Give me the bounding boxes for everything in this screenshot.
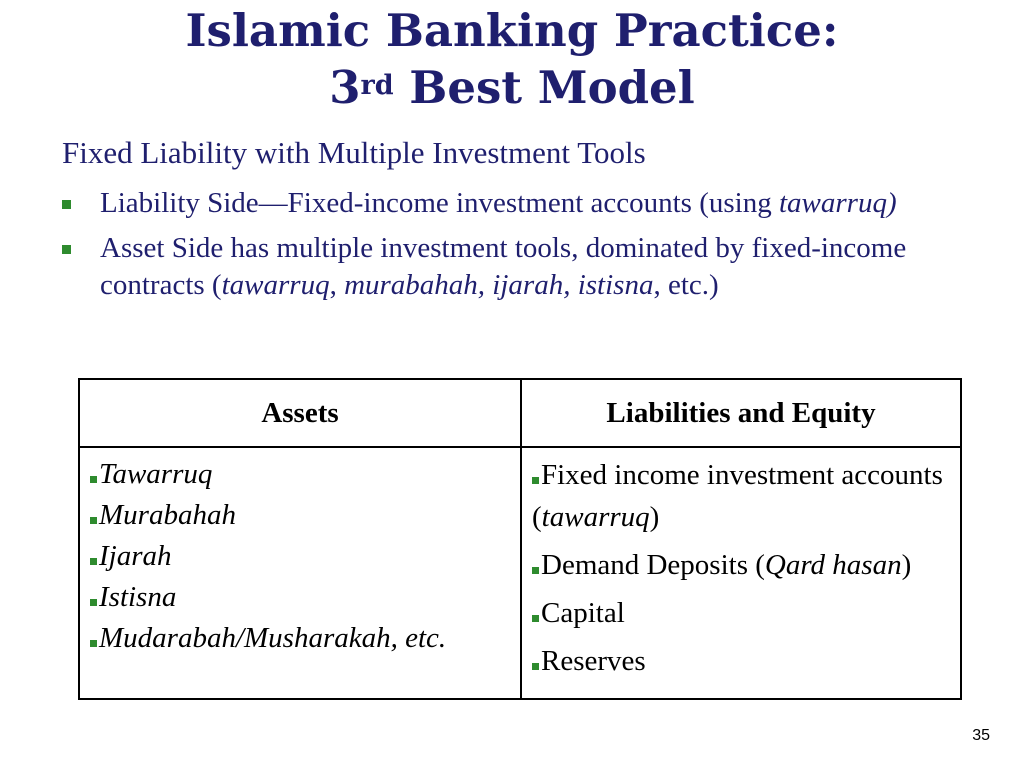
bullet-italic-text: tawarruq (221, 269, 330, 301)
square-bullet-icon (90, 517, 97, 524)
asset-item (90, 536, 512, 577)
bullet-item (62, 185, 962, 222)
liability-item (532, 640, 952, 682)
table-header-row (79, 379, 961, 447)
liability-item (532, 454, 952, 538)
bullet-text: Asset Side has multiple investment tools, dominated by fixed-income contracts ( (100, 232, 907, 301)
assets-header: Assets (79, 379, 521, 447)
liability-text-after: ) (649, 501, 660, 533)
square-bullet-icon (90, 599, 97, 606)
square-bullet-icon (62, 245, 71, 254)
asset-label: Ijarah (99, 540, 172, 572)
title-line-1: Islamic Banking Practice: (185, 4, 839, 57)
liability-text-after: ) (901, 549, 912, 581)
liability-italic: Qard hasan (764, 549, 902, 581)
square-bullet-icon (532, 567, 539, 574)
square-bullet-icon (62, 200, 71, 209)
bullet-italic-text: murabahah, ijarah, istisna (344, 269, 654, 301)
title-ordinal-number: 3 (329, 61, 361, 114)
title-ordinal-suffix: rd (360, 70, 394, 101)
liability-item (532, 544, 952, 586)
liability-text: Demand Deposits ( (541, 549, 765, 581)
square-bullet-icon (532, 477, 539, 484)
bullet-list (62, 185, 962, 312)
liability-item (532, 592, 952, 634)
square-bullet-icon (90, 640, 97, 647)
bullet-item (62, 230, 962, 304)
bullet-text: , (329, 269, 345, 301)
table-row (79, 447, 961, 699)
liabilities-cell (521, 447, 961, 699)
square-bullet-icon (90, 558, 97, 565)
asset-label: Murabahah (99, 499, 236, 531)
bullet-text: , etc.) (653, 269, 719, 301)
title-line-2 (0, 59, 1024, 116)
slide-subtitle: Fixed Liability with Multiple Investment Tools (62, 135, 646, 170)
asset-item (90, 577, 512, 618)
asset-item (90, 618, 512, 659)
square-bullet-icon (90, 476, 97, 483)
bullet-italic-text: tawarruq) (778, 187, 897, 219)
asset-label: Istisna (99, 581, 177, 613)
asset-item (90, 454, 512, 495)
liability-text: Capital (541, 597, 625, 629)
liability-text: Reserves (541, 645, 646, 677)
square-bullet-icon (532, 663, 539, 670)
asset-label: Mudarabah/Musharakah, etc. (99, 622, 447, 654)
liability-text: Fixed income investment accounts ( (532, 459, 943, 533)
page-number: 35 (972, 727, 990, 744)
liabilities-header: Liabilities and Equity (521, 379, 961, 447)
liability-italic: tawarruq (541, 501, 650, 533)
balance-sheet-table (78, 378, 962, 700)
asset-item (90, 495, 512, 536)
title-rest: Best Model (393, 61, 695, 114)
asset-label: Tawarruq (99, 458, 213, 490)
slide-title (0, 2, 1024, 116)
assets-cell (79, 447, 521, 699)
square-bullet-icon (532, 615, 539, 622)
bullet-text: Liability Side—Fixed-income investment accounts (using (100, 187, 779, 219)
